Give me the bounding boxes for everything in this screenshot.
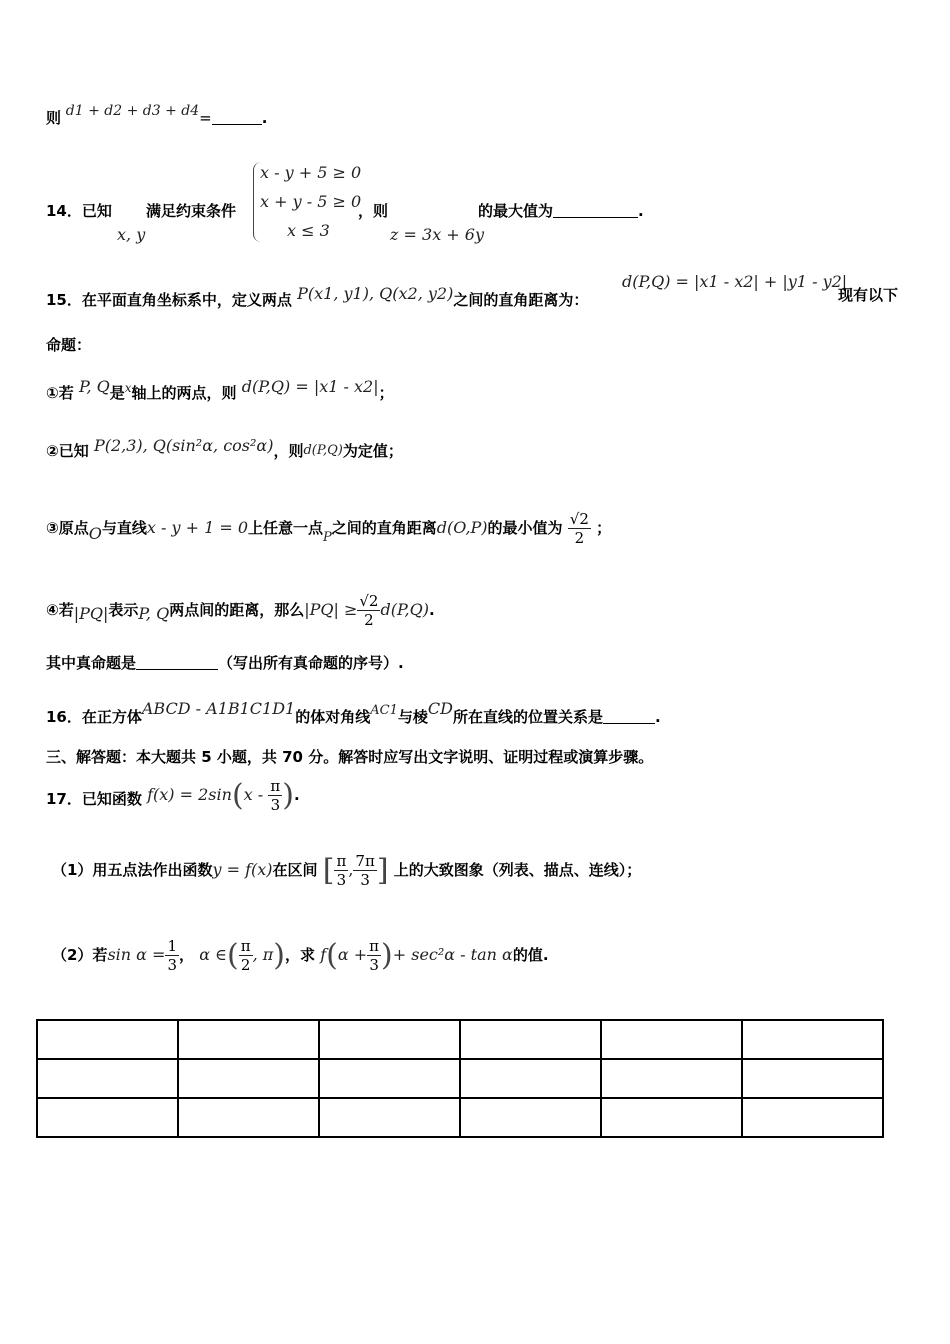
q15-conclusion: 其中真命题是 （写出所有真命题的序号）. (46, 654, 404, 672)
table-cell (178, 1020, 319, 1059)
q15-stem: 15．在平面直角坐标系中，定义两点 P(x1, y1), Q(x2, y2)之间的直角距离为： (46, 284, 589, 309)
q14-then: ，则 (358, 202, 389, 220)
table-cell (319, 1098, 460, 1137)
proposition-3: ③原点O与直线x - y + 1 = 0上任意一点P之间的直角距离d(O,P)的最小值为 $\frac{√2}{2}$ ； (46, 510, 612, 547)
top-line: 则 d1 + d2 + d3 + d4= . (46, 103, 268, 127)
table-cell (460, 1059, 601, 1098)
q15-tail: 现有以下 (838, 286, 899, 304)
fraction-sqrt2-over-2: $\frac{√2}{2}$ (569, 510, 589, 547)
q17-stem: 17．已知函数 f(x) = 2sin(x - $\frac{\pi}{3}$ ). (46, 777, 300, 814)
answer-blank (553, 203, 638, 218)
then-label: 则 (46, 109, 62, 127)
q15-def: d(P,Q) = |x1 - x2| + |y1 - y2| (622, 272, 848, 291)
answer-blank (136, 655, 218, 670)
q14-vars: x, y (117, 225, 146, 244)
q14-number: 14．已知 (46, 202, 112, 220)
table-cell (742, 1098, 883, 1137)
constraint-1: x - y + 5 ≥ 0 (260, 163, 362, 182)
answer-blank (603, 709, 655, 724)
table-row (37, 1020, 883, 1059)
constraint-2: x + y - 5 ≥ 0 (260, 192, 362, 211)
table-cell (178, 1098, 319, 1137)
q14-objective: z = 3x + 6y (390, 225, 485, 244)
proposition-1: ①若 P, Q是$^x$轴上的两点，则 d(P,Q) = |x1 - x2|； (46, 377, 394, 402)
constraint-3: x ≤ 3 (287, 221, 330, 240)
table-cell (601, 1059, 742, 1098)
fraction-sqrt2-over-2: $\frac{√2}{2}$ (359, 592, 379, 629)
table-cell (742, 1020, 883, 1059)
table-cell (37, 1059, 178, 1098)
q16: 16．在正方体ABCD - A1B1C1D1的体对角线AC1与棱CD所在直线的位置关系是 . (46, 699, 661, 726)
q17-function: f(x) = 2sin (147, 785, 232, 804)
table-cell (742, 1059, 883, 1098)
sum-expr: d1 + d2 + d3 + d4 (65, 103, 200, 119)
table-cell (178, 1059, 319, 1098)
table-cell (319, 1020, 460, 1059)
table-cell (319, 1059, 460, 1098)
table-row (37, 1098, 883, 1137)
q15-line2: 命题： (46, 336, 92, 354)
q17-part2: （2）若sin α = $\frac{1}{3}$ ， α ∈( $\frac{\pi}{2}$ , π)，求 f(α + $\frac{\pi}{3}$ )+ sec²α - tan α的值. (52, 937, 549, 974)
table-cell (601, 1098, 742, 1137)
table-cell (601, 1020, 742, 1059)
q14-cond-label: 满足约束条件 (146, 202, 237, 220)
answer-blank (212, 110, 262, 125)
table-cell (460, 1020, 601, 1059)
proposition-4: ④若|PQ|表示P, Q两点间的距离，那么|PQ| ≥ $\frac{√2}{2}$ d(P,Q). (46, 592, 435, 629)
equals: = (199, 109, 212, 127)
table-row (37, 1059, 883, 1098)
table-cell (37, 1020, 178, 1059)
table-cell (37, 1098, 178, 1137)
section-3-heading: 三、解答题：本大题共 5 小题，共 70 分。解答时应写出文字说明、证明过程或演算步骤。 (46, 748, 654, 766)
proposition-2: ②已知 P(2,3), Q(sin²α, cos²α)，则d(P,Q)为定值； (46, 436, 403, 460)
q14-tail: 的最大值为 . (478, 202, 644, 220)
value-table (36, 1019, 884, 1138)
table-cell (460, 1098, 601, 1137)
q15-points: P(x1, y1), Q(x2, y2) (297, 284, 454, 303)
q17-part1: （1）用五点法作出函数y = f(x)在区间 [ $\frac{\pi}{3}$ , $\frac{7\pi}{3}$ ] 上的大致图象（列表、描点、连线）； (52, 852, 642, 889)
